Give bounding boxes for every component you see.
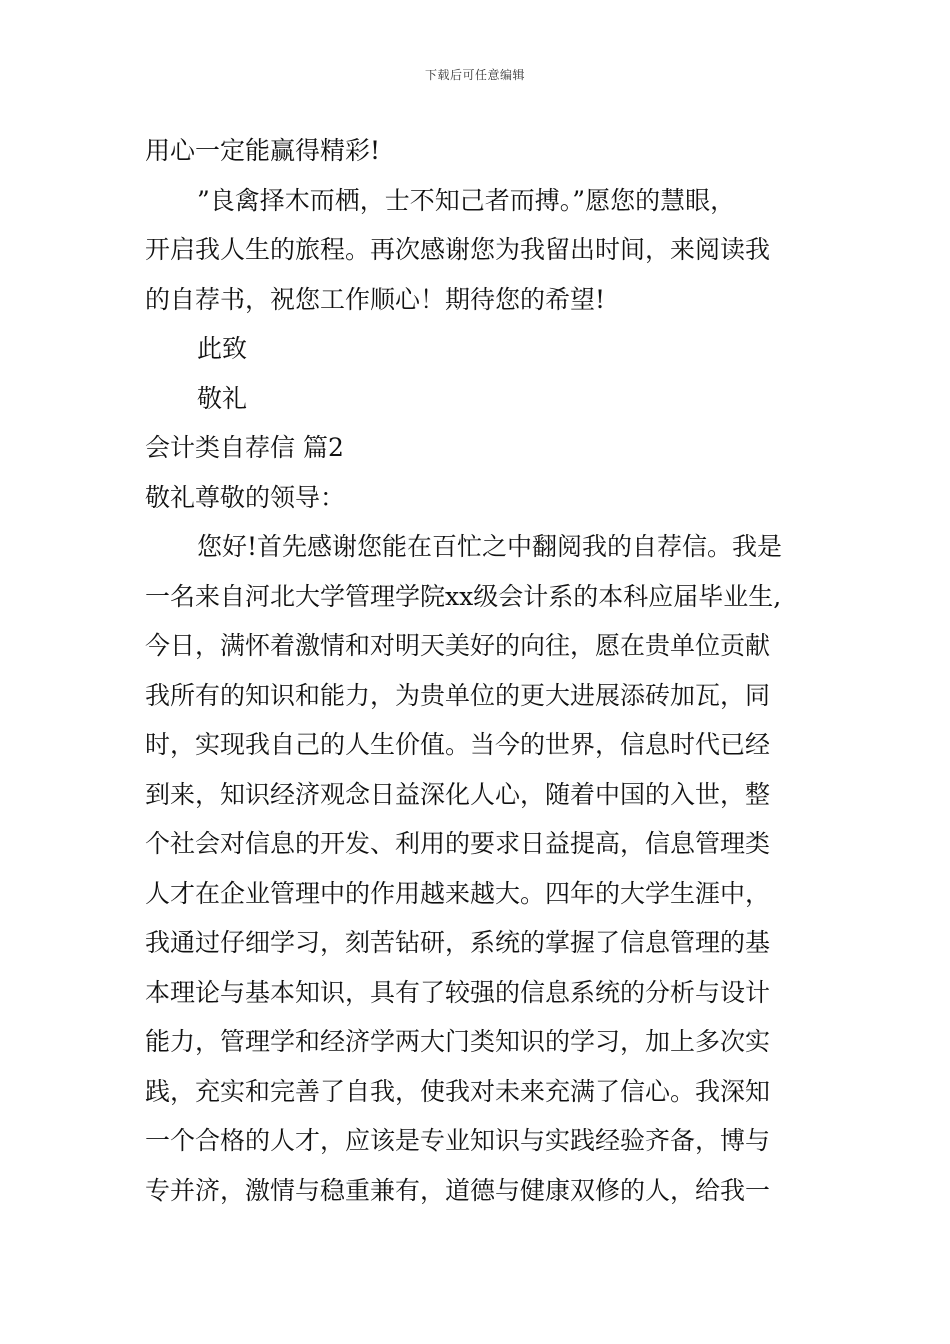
text-line: 用心一定能赢得精彩! [145, 136, 381, 165]
text-line: 开启我人生的旅程。再次感谢您为我留出时间，来阅读我 [145, 235, 771, 264]
text-line: 我通过仔细学习，刻苦钻研，系统的掌握了信息管理的基 [145, 928, 771, 957]
letter-body [145, 126, 817, 1215]
text-line: 敬礼尊敬的领导： [145, 482, 346, 512]
text-line: 的自荐书，祝您工作顺心！期待您的希望! [145, 284, 606, 314]
text-line: 本理论与基本知识，具有了较强的信息系统的分析与设计 [145, 977, 771, 1007]
text-line: 会计类自荐信 篇2 [145, 433, 344, 462]
text-line: 人才在企业管理中的作用越来越大。四年的大学生涯中， [145, 878, 771, 908]
text-line: 时，实现我自己的人生价值。当今的世界，信息时代已经 [145, 730, 771, 759]
text-line: 今日，满怀着激情和对明天美好的向往，愿在贵单位贡献 [145, 631, 771, 660]
text-line: 您好!首先感谢您能在百忙之中翻阅我的自荐信。我是 [197, 532, 783, 561]
text-line: ”良禽择木而栖，士不知己者而搏。”愿您的慧眼， [197, 185, 736, 215]
text-line: 个社会对信息的开发、利用的要求日益提高，信息管理类 [145, 829, 771, 858]
text-line: 践，充实和完善了自我，使我对未来充满了信心。我深知 [145, 1076, 771, 1106]
text-line: 我所有的知识和能力，为贵单位的更大进展添砖加瓦，同 [145, 680, 771, 710]
text-line: 此致 [197, 334, 248, 363]
text-line: 能力，管理学和经济学两大门类知识的学习，加上多次实 [145, 1027, 771, 1056]
text-line: 敬礼 [197, 383, 248, 413]
header-note: 下载后可任意编辑 [424, 68, 525, 82]
text-line: 一个合格的人才，应该是专业知识与实践经验齐备，博与 [145, 1126, 771, 1155]
text-line: 到来，知识经济观念日益深化人心，随着中国的入世，整 [145, 779, 771, 809]
text-line: 专并济，激情与稳重兼有，道德与健康双修的人，给我一 [145, 1175, 771, 1205]
text-line: 一名来自河北大学管理学院xx级会计系的本科应届毕业生, [145, 581, 782, 611]
